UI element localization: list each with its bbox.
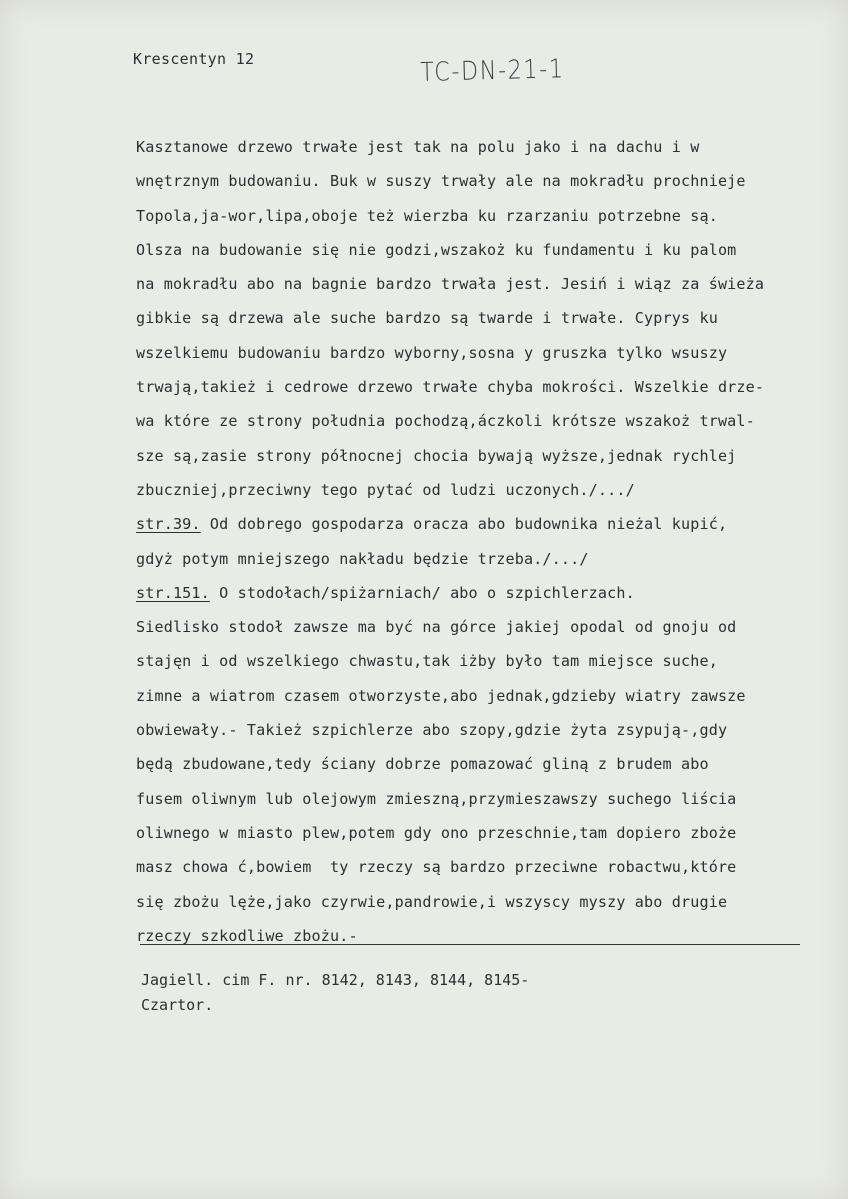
line-text: wnętrznym budowaniu. Buk w suszy trwały ale na mokradłu prochnieje (136, 172, 746, 191)
text-line (136, 542, 836, 576)
text-line (136, 610, 836, 644)
line-text: sze są,zasie strony północnej chocia bywają wyższe,jednak rychlej (136, 446, 737, 465)
line-text: masz chowa ć,bowiem ty rzeczy są bardzo przeciwne robactwu,które (136, 858, 737, 877)
line-text: wszelkiemu budowaniu bardzo wyborny,sosna y gruszka tylko wsuszy (136, 343, 728, 362)
handwritten-signature-code: TC-DN-21-1 (420, 54, 566, 88)
line-text: wa które ze strony południa pochodzą,áczkoli krótsze wszakoż trwal- (136, 412, 755, 431)
line-text: zimne a wiatrom czasem otworzyste,abo jednak,gdzieby wiatry zawsze (136, 686, 746, 705)
text-line (136, 747, 836, 781)
line-text: na mokradłu abo na bagnie bardzo trwała jest. Jesiń i wiąz za świeża (136, 275, 765, 294)
text-line (136, 301, 836, 335)
page-reference: str.39. (136, 515, 201, 534)
footnote-line: Jagiell. cim F. nr. 8142, 8143, 8144, 8145- (141, 971, 530, 989)
line-text: Od dobrego gospodarza oracza abo budownika nieżal kupić, (200, 515, 728, 534)
text-line (136, 336, 836, 370)
document-body (136, 130, 836, 953)
text-line (136, 233, 836, 267)
text-line (136, 164, 836, 198)
text-line (136, 644, 836, 678)
text-line (136, 885, 836, 919)
text-line (136, 439, 836, 473)
line-text: gibkie są drzewa ale suche bardzo są twarde i trwałe. Cyprys ku (136, 309, 718, 328)
line-text: obwiewały.- Takież szpichlerze abo szopy,gdzie żyta zsypują-,gdy (136, 721, 728, 740)
text-line (136, 199, 836, 233)
text-line (136, 679, 836, 713)
line-text: Siedlisko stodoł zawsze ma być na górce jakiej opodal od gnoju od (136, 618, 737, 637)
text-line (136, 473, 836, 507)
line-text: Kasztanowe drzewo trwałe jest tak na polu jako i na dachu i w (136, 138, 700, 156)
separator-rule (140, 944, 800, 945)
page-reference: str.151. (136, 583, 210, 602)
line-text: oliwnego w miasto plew,potem gdy ono przeschnie,tam dopiero zboże (136, 823, 737, 842)
text-line (136, 782, 836, 816)
document-header: Krescentyn 12 (133, 50, 255, 68)
text-line (136, 576, 836, 610)
text-line (136, 507, 836, 541)
text-line (136, 816, 836, 850)
line-text: rzeczy szkodliwe zbożu.- (136, 926, 358, 945)
text-line (136, 850, 836, 884)
line-text: Topola,ja-wor,lipa,oboje też wierzba ku rzarzaniu potrzebne są. (136, 206, 718, 225)
footnote-line: Czartor. (141, 996, 214, 1014)
line-text: gdyż potym mniejszego nakładu będzie trzeba./.../ (136, 549, 589, 568)
text-line (136, 370, 836, 404)
line-text: będą zbudowane,tedy ściany dobrze pomazować gliną z brudem abo (136, 755, 709, 774)
line-text: O stodołach/spiżarniach/ abo o szpichlerzach. (209, 583, 635, 602)
line-text: zbuczniej,przeciwny tego pytać od ludzi uczonych./.../ (136, 480, 635, 499)
text-line (136, 713, 836, 747)
line-text: Olsza na budowanie się nie godzi,wszakoż ku fundamentu i ku palom (136, 240, 737, 259)
text-line (136, 130, 836, 164)
text-line (136, 404, 836, 438)
text-line (136, 267, 836, 301)
text-line (136, 919, 836, 953)
line-text: trwają,takież i cedrowe drzewo trwałe chyba mokrości. Wszelkie drze- (136, 378, 765, 397)
footnotes (141, 968, 529, 1018)
line-text: się zbożu lęże,jako czyrwie,pandrowie,i wszyscy myszy abo drugie (136, 892, 728, 911)
line-text: stajęn i od wszelkiego chwastu,tak iżby było tam miejsce suche, (136, 652, 718, 671)
line-text: fusem oliwnym lub olejowym zmieszną,przymieszawszy suchego liścia (136, 789, 737, 808)
